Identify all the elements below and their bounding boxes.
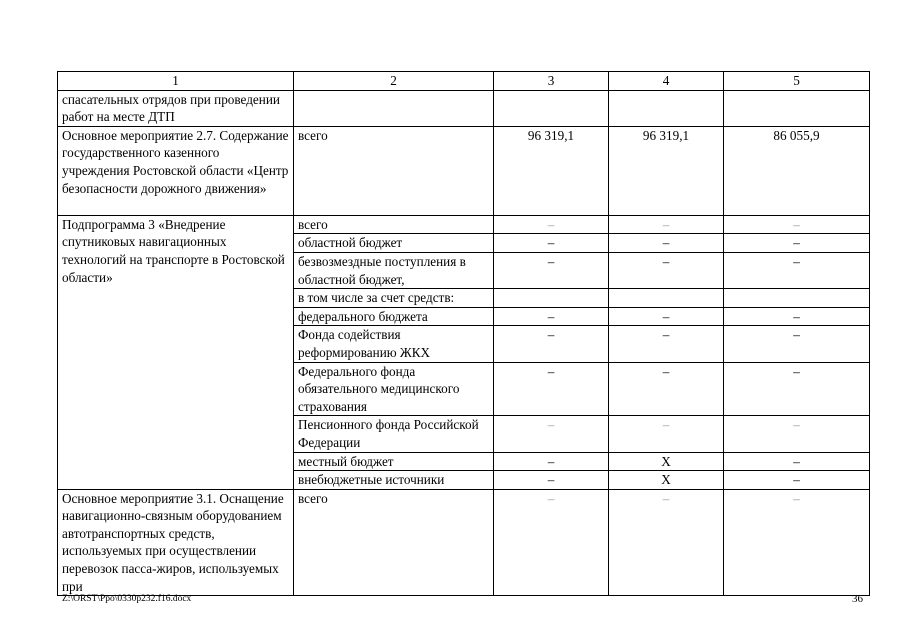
value-cell	[609, 289, 724, 308]
value-cell: –	[724, 252, 870, 288]
value-cell: 96 319,1	[609, 126, 724, 215]
program-name-cell: спасательных отрядов при проведении работ на месте ДТП	[58, 90, 294, 126]
program-name-cell: Основное мероприятие 3.1. Оснащение навигационно-связным оборудованием автотранспортных средств, используемых при осуществлении перевозок пасса-жиров, используемых при	[58, 489, 294, 596]
value-cell: –	[724, 234, 870, 253]
funding-source-cell: Фонда содействия реформированию ЖКХ	[294, 326, 494, 362]
value-cell: –	[609, 307, 724, 326]
value-cell: –	[609, 215, 724, 234]
value-cell: –	[609, 234, 724, 253]
value-cell: –	[609, 489, 724, 596]
value-cell: –	[724, 471, 870, 490]
value-cell: –	[724, 326, 870, 362]
footer-file-path: Z:\ORST\Ppo\0330p232.f16.docx	[62, 594, 192, 604]
funding-source-cell: всего	[294, 489, 494, 596]
funding-source-cell: федерального бюджета	[294, 307, 494, 326]
funding-source-cell: внебюджетные источники	[294, 471, 494, 490]
value-cell: –	[724, 362, 870, 416]
funding-source-cell: в том числе за счет средств:	[294, 289, 494, 308]
budget-table	[57, 71, 870, 596]
value-cell: Х	[609, 452, 724, 471]
funding-source-cell: Федерального фонда обязательного медицинского страхования	[294, 362, 494, 416]
funding-source-cell: всего	[294, 215, 494, 234]
value-cell: –	[494, 471, 609, 490]
funding-source-cell	[294, 90, 494, 126]
value-cell: 86 055,9	[724, 126, 870, 215]
header-row	[58, 72, 870, 91]
value-cell: –	[494, 489, 609, 596]
funding-source-cell: безвозмездные поступления в областной бюджет,	[294, 252, 494, 288]
funding-source-cell: Пенсионного фонда Российской Федерации	[294, 416, 494, 452]
value-cell: –	[494, 326, 609, 362]
value-cell: 96 319,1	[494, 126, 609, 215]
program-name-cell: Основное мероприятие 2.7. Содержание государственного казенного учреждения Ростовской области «Центр безопасности дорожного движения»	[58, 126, 294, 215]
value-cell: –	[494, 416, 609, 452]
value-cell: –	[609, 362, 724, 416]
header-cell: 2	[294, 72, 494, 91]
value-cell: –	[494, 252, 609, 288]
table-row	[58, 90, 870, 126]
value-cell: –	[494, 452, 609, 471]
value-cell: –	[609, 416, 724, 452]
value-cell	[494, 90, 609, 126]
value-cell: –	[609, 252, 724, 288]
value-cell	[609, 90, 724, 126]
value-cell	[724, 90, 870, 126]
header-cell: 1	[58, 72, 294, 91]
value-cell: Х	[609, 471, 724, 490]
value-cell: –	[724, 416, 870, 452]
header-cell: 5	[724, 72, 870, 91]
page-number: 36	[852, 593, 863, 605]
value-cell	[494, 289, 609, 308]
value-cell: –	[494, 234, 609, 253]
table-row	[58, 489, 870, 596]
value-cell: –	[494, 307, 609, 326]
table-row	[58, 215, 870, 234]
funding-source-cell: местный бюджет	[294, 452, 494, 471]
value-cell: –	[724, 215, 870, 234]
funding-source-cell: областной бюджет	[294, 234, 494, 253]
funding-source-cell: всего	[294, 126, 494, 215]
value-cell: –	[494, 215, 609, 234]
header-cell: 3	[494, 72, 609, 91]
program-name-cell: Подпрограмма 3 «Внедрение спутниковых навигационных технологий на транспорте в Ростовской области»	[58, 215, 294, 489]
value-cell: –	[609, 326, 724, 362]
value-cell	[724, 289, 870, 308]
value-cell: –	[724, 452, 870, 471]
value-cell: –	[724, 307, 870, 326]
table-row	[58, 126, 870, 215]
value-cell: –	[494, 362, 609, 416]
value-cell: –	[724, 489, 870, 596]
header-cell: 4	[609, 72, 724, 91]
